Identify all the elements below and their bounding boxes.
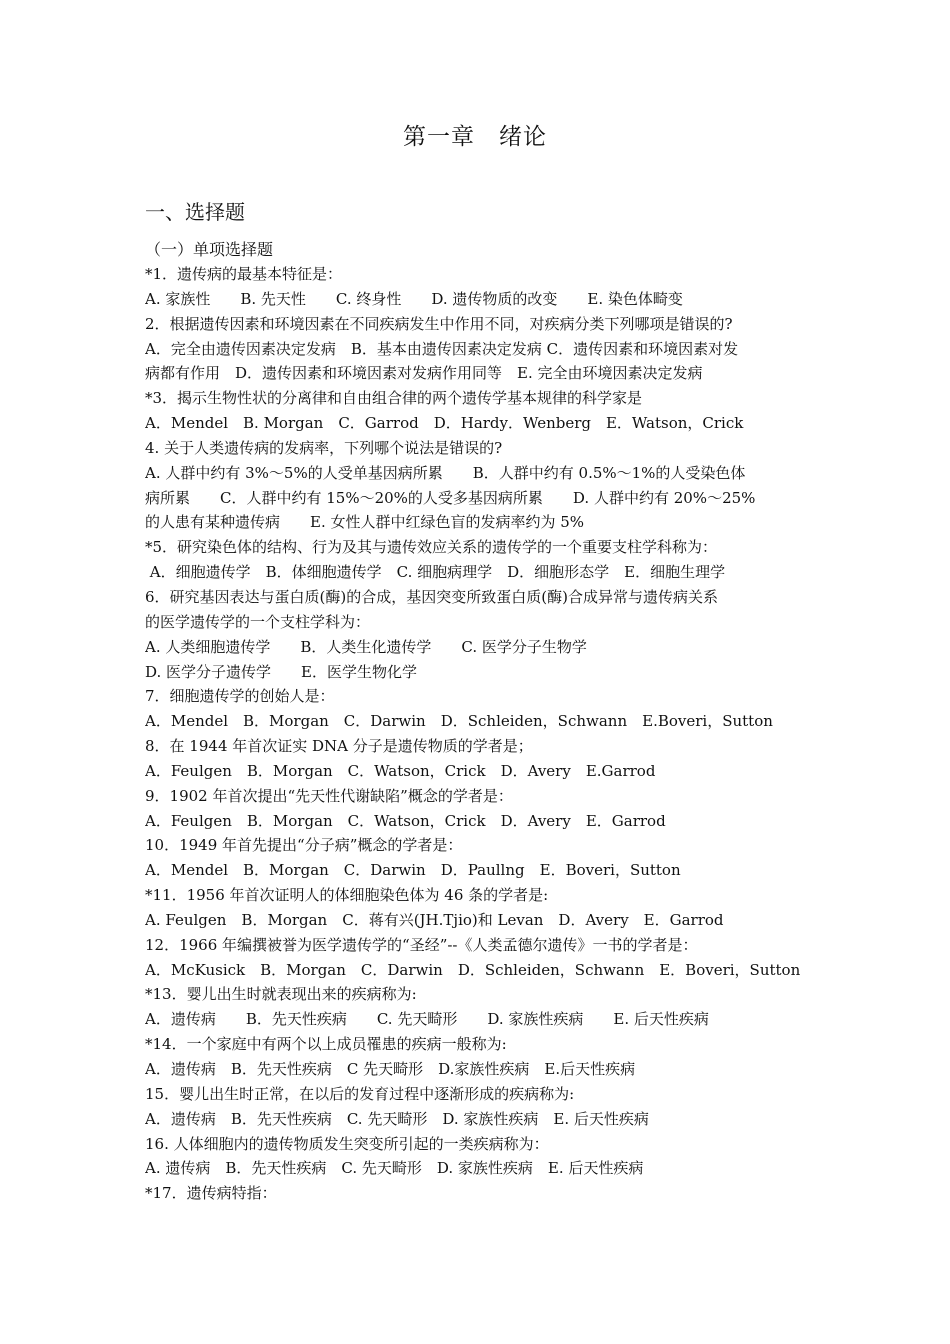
text-line: 6．研究基因表达与蛋白质(酶)的合成，基因突变所致蛋白质(酶)合成异常与遗传病关系 (145, 587, 718, 606)
chapter-title: 第一章 绪论 (403, 124, 547, 150)
text-line: 病所累 C．人群中约有 15%～20%的人受多基因病所累 D. 人群中约有 20%～25% (145, 488, 756, 507)
text-line: *11．1956 年首次证明人的体细胞染色体为 46 条的学者是: (145, 886, 549, 905)
text-line: 2．根据遗传因素和环境因素在不同疾病发生中作用不同，对疾病分类下列哪项是错误的? (145, 314, 733, 333)
text-line: A．Mendel B．Morgan C．Darwin D．Schleiden，Schwann E.Boveri，Sutton (145, 712, 773, 731)
subsection-title: （一）单项选择题 (145, 240, 274, 259)
text-line: 的人患有某种遗传病 E. 女性人群中红绿色盲的发病率约为 5% (145, 513, 585, 532)
text-line: A. 人类细胞遗传学 B．人类生化遗传学 C. 医学分子生物学 (145, 637, 587, 656)
text-line: 4. 关于人类遗传病的发病率，下列哪个说法是错误的? (145, 438, 503, 457)
text-line: 的医学遗传学的一个支柱学科为： (145, 612, 371, 631)
text-line: *5．研究染色体的结构、行为及其与遗传效应关系的遗传学的一个重要支柱学科称为： (145, 538, 718, 557)
text-line: *14．一个家庭中有两个以上成员罹患的疾病一般称为: (145, 1035, 507, 1054)
text-line: *3．揭示生物性状的分离律和自由组合律的两个遗传学基本规律的科学家是 (145, 389, 643, 408)
text-line: A．完全由遗传因素决定发病 B．基本由遗传因素决定发病 C．遗传因素和环境因素对发 (145, 339, 739, 358)
text-line: *13．婴儿出生时就表现出来的疾病称为: (145, 985, 417, 1004)
text-line: A．McKusick B．Morgan C．Darwin D．Schleiden，Schwann E．Boveri，Sutton (145, 960, 801, 979)
text-line: *1．遗传病的最基本特征是： (145, 265, 343, 283)
text-line: 9．1902 年首次提出“先天性代谢缺陷”概念的学者是： (145, 786, 513, 805)
text-line: 7．细胞遗传学的创始人是： (145, 687, 335, 706)
text-line: A．遗传病 B．先天性疾病 C 先天畸形 D.家族性疾病 E.后天性疾病 (145, 1060, 636, 1078)
text-line: A．Feulgen B．Morgan C．Watson，Crick D．Avery E．Garrod (145, 811, 666, 830)
text-line: A．细胞遗传学 B．体细胞遗传学 C. 细胞病理学 D．细胞形态学 E．细胞生理学 (145, 563, 726, 582)
text-line: A. Feulgen B．Morgan C．蒋有兴(JH.Tjio)和 Levan D．Avery E．Garrod (145, 910, 724, 929)
section-title: 一、选择题 (145, 200, 245, 224)
text-line: A．Mendel B. Morgan C．Garrod D．Hardy．Wenberg E．Watson，Crick (145, 414, 744, 433)
text-line: A．Mendel B．Morgan C．Darwin D．Paullng E．Boveri，Sutton (145, 861, 681, 880)
text-line: *17．遗传病特指： (145, 1184, 277, 1203)
text-line: A．Feulgen B．Morgan C．Watson，Crick D．Avery E.Garrod (145, 761, 656, 780)
text-line: A. 人群中约有 3%～5%的人受单基因病所累 B．人群中约有 0.5%～1%的人受染色体 (145, 463, 746, 482)
text-line: 12．1966 年编撰被誉为医学遗传学的“圣经”--《人类孟德尔遗传》一书的学者是： (145, 935, 698, 954)
text-line: A. 遗传病 B．先天性疾病 C. 先天畸形 D. 家族性疾病 E. 后天性疾病 (145, 1159, 644, 1178)
text-line: A．遗传病 B．先天性疾病 C. 先天畸形 D. 家族性疾病 E. 后天性疾病 (145, 1010, 709, 1029)
text-line: 8．在 1944 年首次证实 DNA 分子是遗传物质的学者是； (145, 737, 533, 756)
text-line: D. 医学分子遗传学 E．医学生物化学 (145, 662, 417, 681)
text-line: 15．婴儿出生时正常，在以后的发育过程中逐渐形成的疾病称为: (145, 1084, 575, 1103)
text-line: 10．1949 年首先提出“分子病”概念的学者是： (145, 836, 463, 855)
question-list (145, 238, 810, 1206)
text-line: 16. 人体细胞内的遗传物质发生突变所引起的一类疾病称为： (145, 1134, 549, 1153)
text-line: A. 家族性 B. 先天性 C. 终身性 D. 遗传物质的改变 E. 染色体畸变 (145, 289, 683, 308)
text-line: A．遗传病 B．先天性疾病 C. 先天畸形 D. 家族性疾病 E. 后天性疾病 (145, 1109, 649, 1128)
text-line: 病都有作用 D．遗传因素和环境因素对发病作用同等 E. 完全由环境因素决定发病 (145, 364, 703, 383)
